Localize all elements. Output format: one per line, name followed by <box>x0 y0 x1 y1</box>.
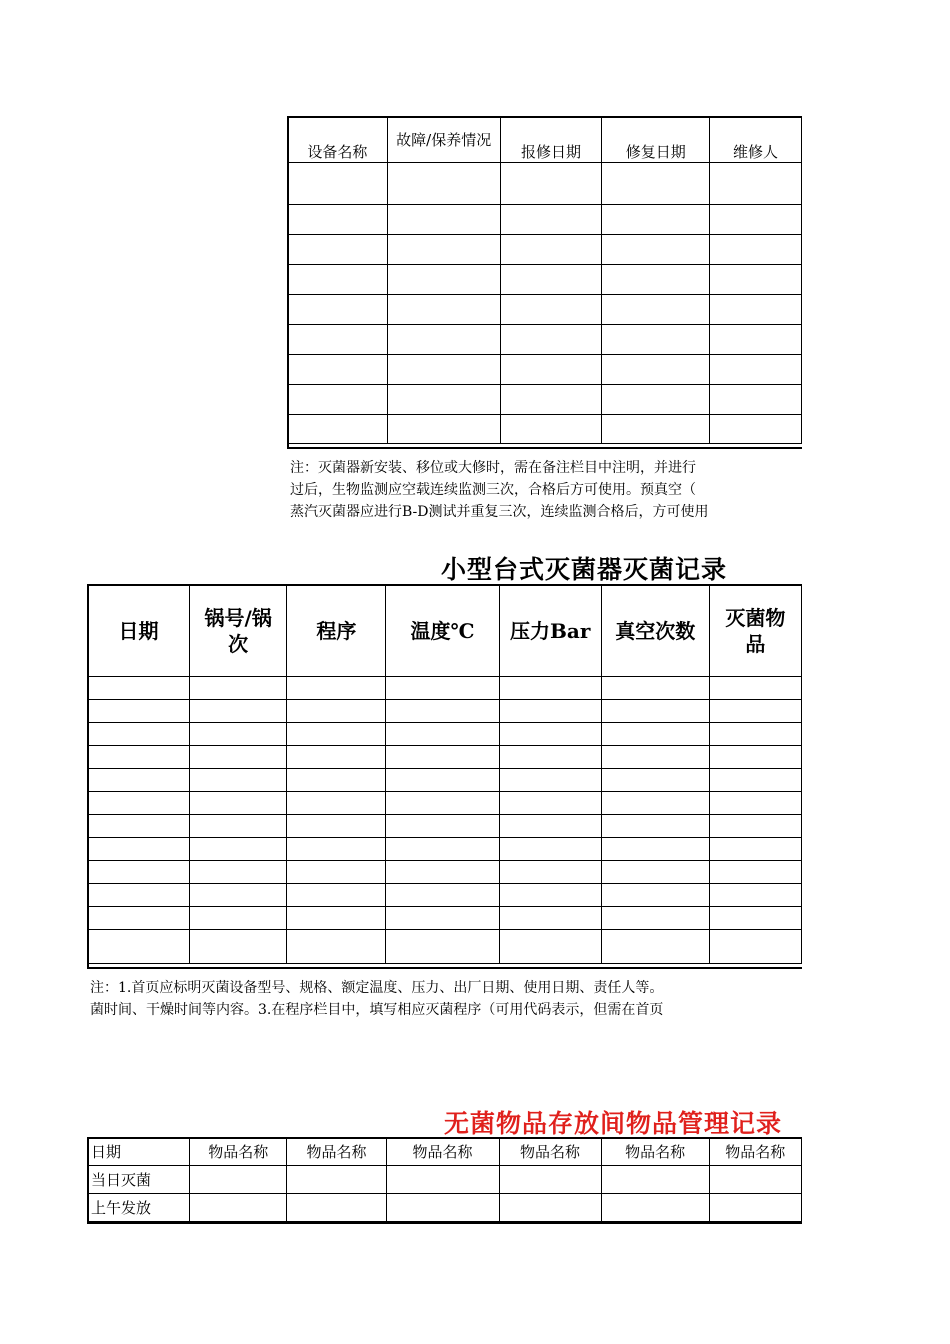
row-label: 上午发放 <box>88 1194 190 1222</box>
table-row <box>288 235 802 265</box>
header-temperature: 温度℃ <box>386 585 499 677</box>
note-line: 注：灭菌器新安装、移位或大修时，需在备注栏目中注明，并进行 <box>290 460 696 476</box>
header-item-name: 物品名称 <box>601 1138 709 1166</box>
table-row <box>88 815 802 838</box>
header-program: 程序 <box>287 585 386 677</box>
table-row <box>88 677 802 700</box>
sterilization-note <box>90 977 663 1021</box>
header-repairer: 维修人 <box>710 117 802 163</box>
table-row <box>288 415 802 444</box>
maintenance-note <box>290 457 709 523</box>
storage-record-title: 无菌物品存放间物品管理记录 <box>444 1109 783 1138</box>
table-row <box>88 884 802 907</box>
header-fault-status: 故障/保养情况 <box>387 117 500 163</box>
table-row <box>288 325 802 355</box>
table-row <box>288 163 802 205</box>
header-date: 日期 <box>88 1138 190 1166</box>
storage-table <box>87 1137 802 1222</box>
sterilization-header-row <box>88 585 802 677</box>
table-row <box>88 769 802 792</box>
table-row <box>88 861 802 884</box>
header-report-date: 报修日期 <box>500 117 602 163</box>
header-items: 灭菌物品 <box>709 585 801 677</box>
note-line: 注：1.首页应标明灭菌设备型号、规格、额定温度、压力、出厂日期、使用日期、责任人等。 <box>90 980 664 996</box>
header-equipment-name: 设备名称 <box>288 117 388 163</box>
row-label: 当日灭菌 <box>88 1166 190 1194</box>
table-row <box>88 930 802 964</box>
table-row <box>88 700 802 723</box>
header-item-name: 物品名称 <box>709 1138 801 1166</box>
header-vacuum-count: 真空次数 <box>601 585 709 677</box>
table-row <box>88 723 802 746</box>
header-item-name: 物品名称 <box>287 1138 386 1166</box>
note-line: 过后，生物监测应空载连续监测三次，合格后方可使用。预真空（ <box>290 482 696 498</box>
table-row <box>88 746 802 769</box>
maintenance-table <box>287 116 802 444</box>
table-row <box>88 1194 802 1222</box>
header-date: 日期 <box>88 585 190 677</box>
storage-header-row <box>88 1138 802 1166</box>
table-row <box>88 907 802 930</box>
table-row <box>288 265 802 295</box>
table-row <box>288 205 802 235</box>
header-pot-number: 锅号/锅次 <box>190 585 287 677</box>
header-pressure: 压力Bar <box>499 585 601 677</box>
table-row <box>88 1166 802 1194</box>
sterilization-record-title: 小型台式灭菌器灭菌记录 <box>441 555 728 584</box>
table-row <box>288 295 802 325</box>
header-item-name: 物品名称 <box>386 1138 499 1166</box>
header-item-name: 物品名称 <box>190 1138 287 1166</box>
table-row <box>288 385 802 415</box>
header-item-name: 物品名称 <box>499 1138 601 1166</box>
table-row <box>88 838 802 861</box>
header-repair-date: 修复日期 <box>602 117 710 163</box>
note-line: 蒸汽灭菌器应进行B-D测试并重复三次，连续监测合格后，方可使用 <box>290 504 709 520</box>
table-row <box>88 792 802 815</box>
sterilization-table <box>87 584 802 964</box>
table-row <box>288 355 802 385</box>
maintenance-header-row <box>288 117 802 163</box>
note-line: 菌时间、干燥时间等内容。3.在程序栏目中，填写相应灭菌程序（可用代码表示，但需在首页 <box>90 1002 664 1018</box>
